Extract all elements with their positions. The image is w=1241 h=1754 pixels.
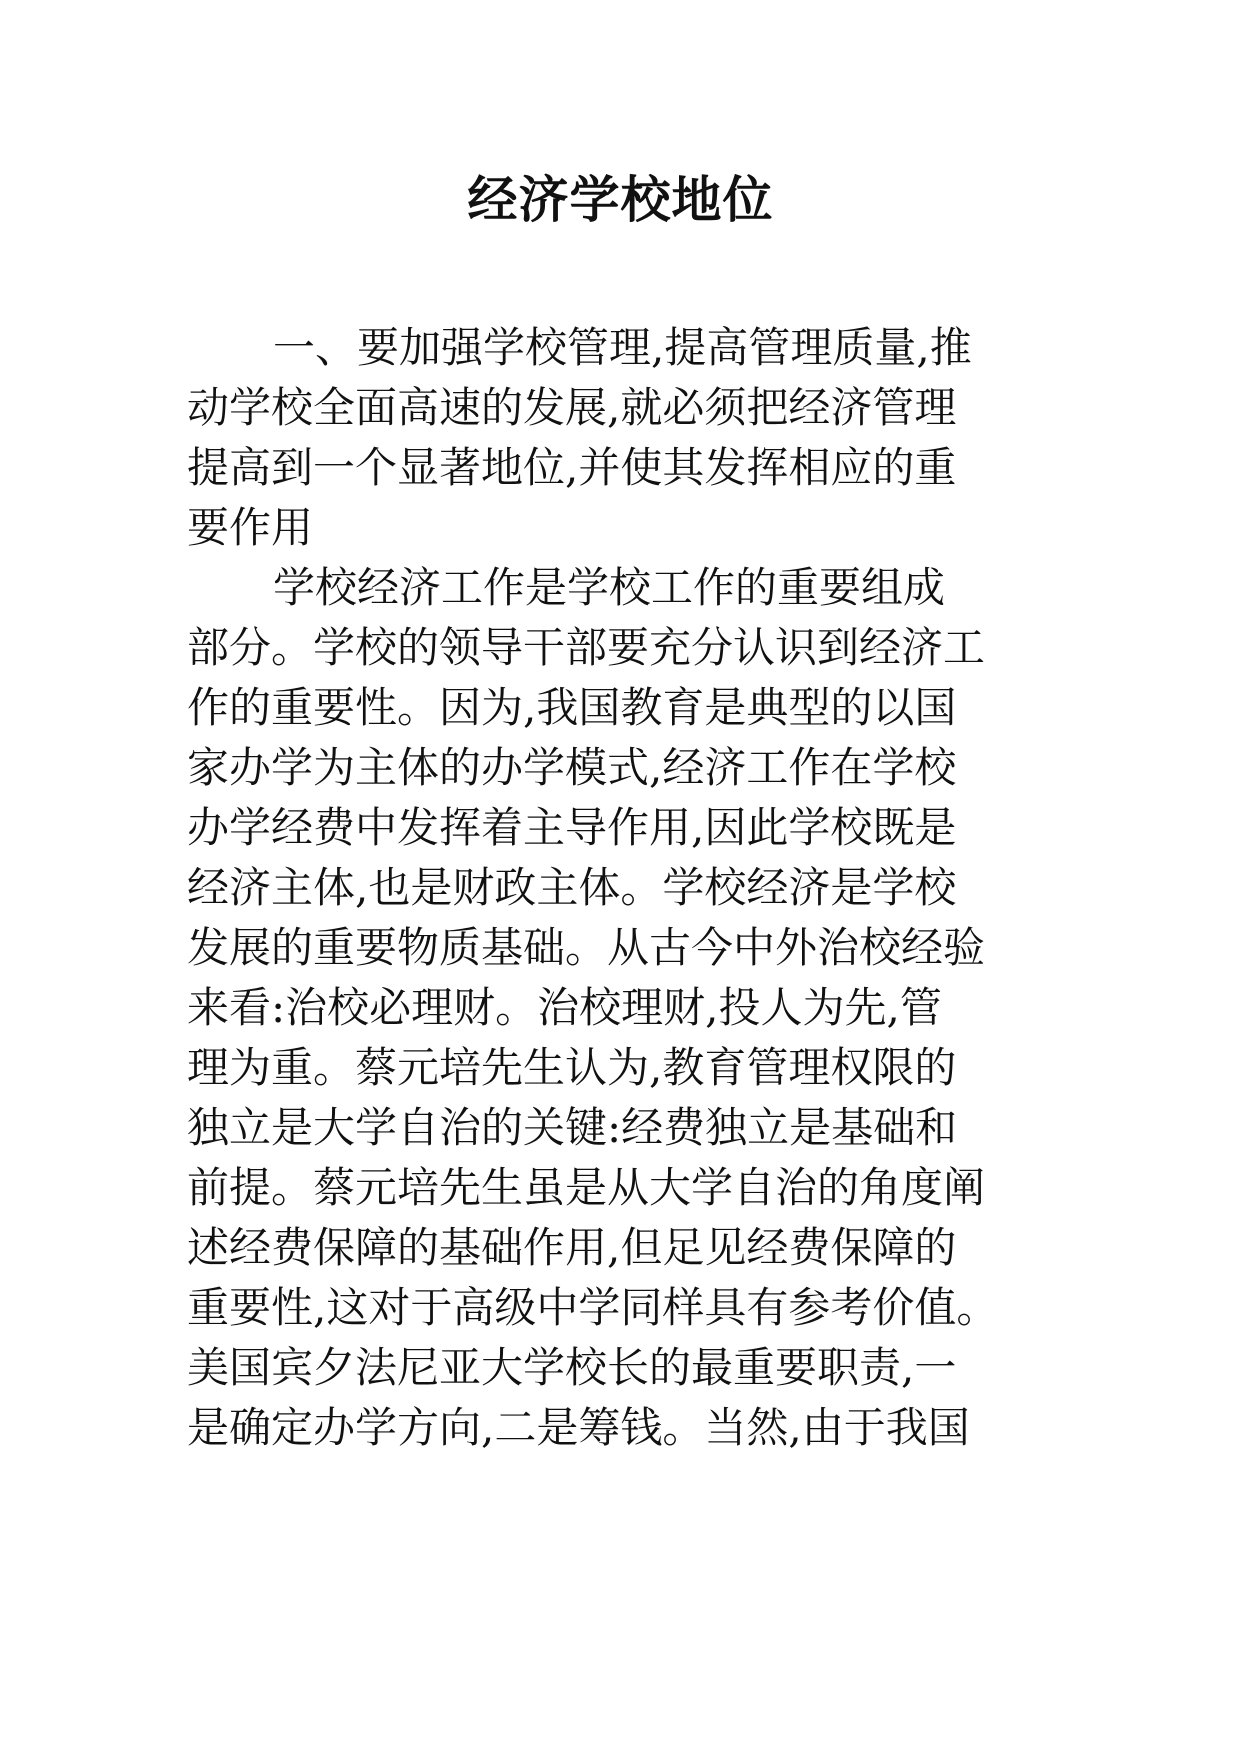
text-line: 学校经济工作是学校工作的重要组成 [273, 563, 946, 612]
document-body [187, 318, 1077, 1458]
text-line: 动学校全面高速的发展,就必须把经济管理 [187, 383, 957, 432]
text-line: 发展的重要物质基础。从古今中外治校经验 [187, 923, 986, 972]
text-line: 来看:治校必理财。治校理财,投人为先,管 [187, 983, 942, 1032]
text-line: 经济主体,也是财政主体。学校经济是学校 [187, 863, 957, 912]
text-line: 办学经费中发挥着主导作用,因此学校既是 [187, 803, 957, 852]
paragraph-1 [187, 318, 1077, 558]
text-line: 家办学为主体的办学模式,经济工作在学校 [187, 743, 957, 792]
text-line: 要作用 [187, 503, 314, 552]
text-line: 部分。学校的领导干部要充分认识到经济工 [187, 623, 986, 672]
text-line: 是确定办学方向,二是筹钱。当然,由于我国 [187, 1403, 970, 1452]
text-line: 理为重。蔡元培先生认为,教育管理权限的 [187, 1043, 957, 1092]
text-line: 述经费保障的基础作用,但足见经费保障的 [187, 1223, 957, 1272]
text-line: 独立是大学自治的关键:经费独立是基础和 [187, 1103, 958, 1152]
text-line: 提高到一个显著地位,并使其发挥相应的重 [187, 443, 957, 492]
paragraph-2 [187, 558, 1077, 1458]
text-line: 美国宾夕法尼亚大学校长的最重要职责,一 [187, 1343, 957, 1392]
document-title: 经济学校地位 [467, 170, 774, 229]
text-line: 一、要加强学校管理,提高管理质量,推 [273, 323, 972, 372]
text-line: 前提。蔡元培先生虽是从大学自治的角度阐 [187, 1163, 986, 1212]
text-line: 作的重要性。因为,我国教育是典型的以国 [187, 683, 957, 732]
text-line: 重要性,这对于高级中学同样具有参考价值。 [187, 1283, 999, 1332]
